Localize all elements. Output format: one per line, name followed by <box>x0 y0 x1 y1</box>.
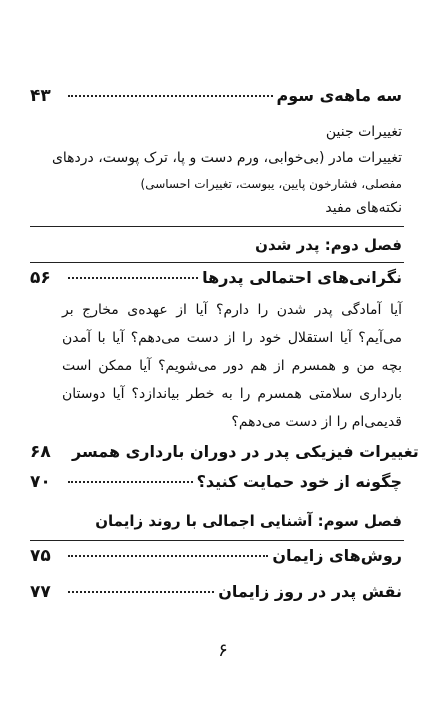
leader-dots <box>68 555 268 557</box>
entry-title: تغییرات فیزیکی پدر در دوران بارداری همسر <box>72 442 419 461</box>
entry-description: آیا آمادگی پدر شدن را دارم؟ آیا از عهده‌ی مخارج بر می‌آیم؟ آیا استقلال خود را از دست می‌دهم؟ آیا با آمدن بچه من و همسرم از هم دور می‌شویم؟ آیا ممکن است بارداری سلامتی همسرم را به خطر بیاندازد؟ آیا دوستان قدیمی‌ام را از دست می‌دهم؟ <box>62 302 402 430</box>
page-number: ۷۷ <box>30 582 51 602</box>
page-number: ۷۰ <box>30 472 51 492</box>
entry-title: روش‌های زایمان <box>272 546 402 565</box>
divider <box>30 540 404 541</box>
leader-dots <box>68 481 193 483</box>
chapter-heading-3: فصل سوم: آشنایی اجمالی با روند زایمان <box>95 512 402 530</box>
entry-title: چگونه از خود حمایت کنید؟ <box>196 472 402 491</box>
subentry-mother-changes-line1: تغییرات مادر (بی‌خوابی، ورم دست و پا، ترک پوست، دردهای <box>51 150 402 166</box>
divider <box>30 226 404 227</box>
toc-entry-fathers-worries <box>30 268 402 288</box>
toc-entry-physical-changes <box>30 442 419 462</box>
page-number: ۷۵ <box>30 546 51 566</box>
entry-title: نگرانی‌های احتمالی پدرها <box>202 268 402 287</box>
entry-title: سه ماهه‌ی سوم <box>276 86 402 105</box>
toc-entry-father-role <box>30 582 402 602</box>
leader-dots <box>68 277 198 279</box>
subentry-mother-changes-line2: مفصلی، فشارخون پایین، یبوست، تغییرات احساسی) <box>140 177 402 191</box>
toc-entry-third-trimester <box>30 86 402 106</box>
page-number: ۴۳ <box>30 86 51 106</box>
subentry-tips: نکته‌های مفید <box>325 200 402 216</box>
entry-title: نقش پدر در روز زایمان <box>218 582 402 601</box>
subentry-fetal-changes: تغییرات جنین <box>325 124 402 140</box>
leader-dots <box>68 95 273 97</box>
toc-entry-delivery-methods <box>30 546 402 566</box>
chapter-heading-2: فصل دوم: پدر شدن <box>255 236 402 254</box>
page-number: ۶۸ <box>30 442 51 462</box>
leader-dots <box>68 591 214 593</box>
toc-entry-support-self <box>30 472 402 492</box>
page-folio: ۶ <box>218 640 228 661</box>
page-number: ۵۶ <box>30 268 51 288</box>
divider <box>30 262 404 263</box>
